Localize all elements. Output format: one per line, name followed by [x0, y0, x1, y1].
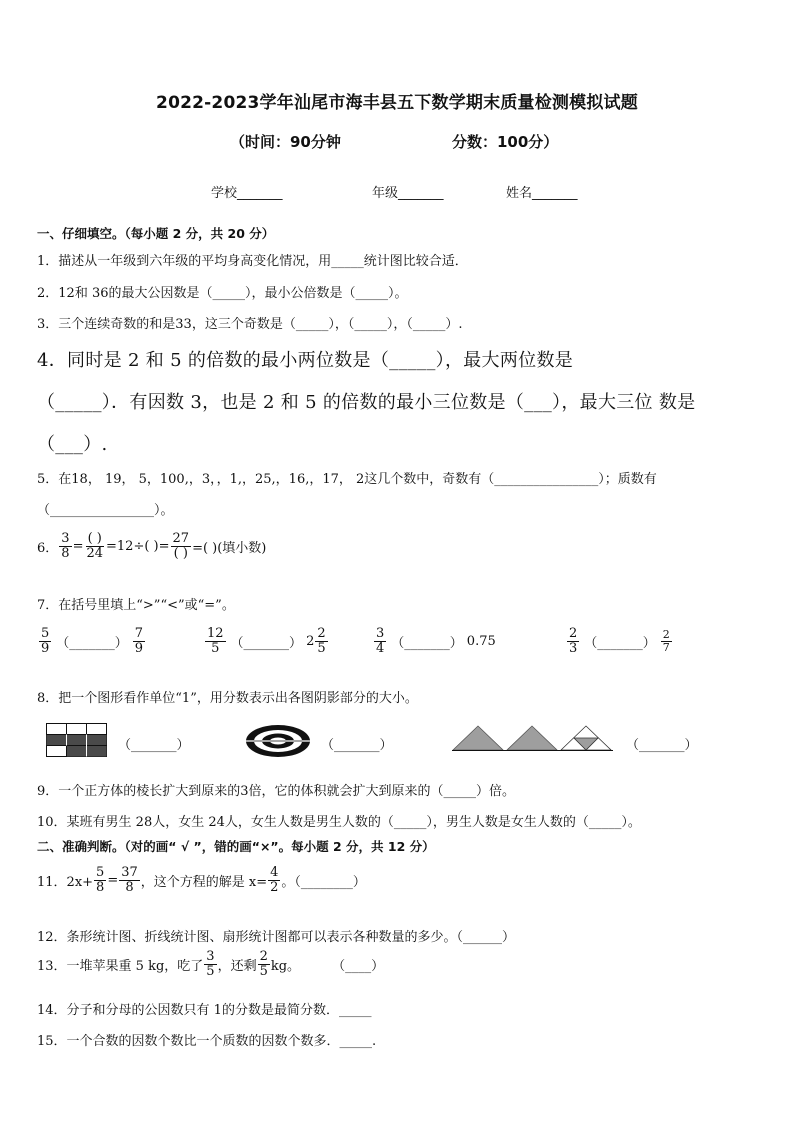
section-heading-true-false: 二、准确判断。（对的画“ √ ”，错的画“×”。每小题 2 分，共 12 分）: [37, 839, 435, 854]
q6-fraction-3: $\frac{27}{( )}$: [172, 531, 190, 561]
question-3: 3．三个连续奇数的和是33，这三个奇数是（_____），（_____），（_____）.: [37, 317, 463, 332]
q7-d-blank[interactable]: （_______）: [584, 635, 656, 651]
q6-prefix: 6．: [37, 540, 59, 556]
question-14: 14．分子和分母的公因数只有 1的分数是最简分数．_____: [37, 1003, 372, 1018]
question-11: 11．2x+ $\frac{5}{8}$ = $\frac{37}{8}$ ，这个方程的解是 x= $\frac{4}{2}$ 。（________）: [37, 865, 366, 895]
question-1: 1．描述从一年级到六年级的平均身高变化情况，用_____统计图比较合适．: [37, 254, 468, 269]
q6-fraction-2: $\frac{( )}{24}$: [86, 531, 104, 561]
q7-compare-d: $\frac{2}{3}$ （_______） $\frac{2}{7}$: [569, 626, 670, 656]
grid-figure: [46, 723, 107, 757]
question-10: 10．某班有男生 28人，女生 24人，女生人数是男生人数的（_____），男生人数是女生人数的（_____）。: [37, 815, 641, 830]
question-8: 8．把一个图形看作单位“1”，用分数表示出各图阴影部分的大小。: [37, 691, 418, 706]
q6-division: =12÷( )=: [106, 538, 170, 554]
question-2: 2．12和 36的最大公因数是（_____），最小公倍数是（_____）。: [37, 286, 408, 301]
question-4-line-3: （___）.: [37, 434, 108, 455]
q7-compare-a: $\frac{5}{9}$ （_______） $\frac{7}{9}$: [41, 626, 144, 656]
section-heading-fill-blank: 一、仔细填空。（每小题 2 分，共 20 分）: [37, 226, 275, 241]
triangles-figure: [452, 724, 613, 752]
question-5-line-1: 5．在18， 19， 5，100,，3，，1,，25,，16,，17， 2这几个数中，奇数有（________________）；质数有: [37, 472, 657, 487]
q6-fraction-1: $\frac{3}{8}$: [61, 531, 70, 561]
q6-tail: =( )(填小数): [192, 540, 267, 556]
question-15: 15．一个合数的因数个数比一个质数的因数个数多．_____.: [37, 1034, 377, 1049]
question-12: 12．条形统计图、折线统计图、扇形统计图都可以表示各种数量的多少。（______）: [37, 930, 516, 945]
concentric-ellipse-figure: [245, 724, 311, 758]
q6-equals: =: [72, 538, 84, 554]
question-4-line-2: （_____）．有因数 3，也是 2 和 5 的倍数的最小三位数是（___），最大三位 数是: [37, 392, 696, 413]
q7-c-blank[interactable]: （_______）: [391, 635, 463, 651]
q7-compare-b: $\frac{12}{5}$ （_______） 2 $\frac{2}{5}$: [207, 626, 326, 656]
q13-answer-blank[interactable]: （____）: [332, 958, 385, 974]
question-5-line-2: （________________）。: [37, 503, 174, 518]
time-info: （时间：90分钟: [230, 133, 341, 151]
q8-blank-1[interactable]: （_______）: [118, 738, 190, 753]
q7-b-blank[interactable]: （_______）: [230, 635, 303, 651]
grade-field[interactable]: 年级_______: [372, 186, 444, 201]
question-7: 7．在括号里填上“>”“<”或“=”。: [37, 598, 235, 613]
score-info: 分数：100分）: [452, 133, 559, 151]
question-4-line-1: 4．同时是 2 和 5 的倍数的最小两位数是（_____），最大两位数是: [37, 350, 574, 371]
question-9: 9．一个正方体的棱长扩大到原来的3倍，它的体积就会扩大到原来的（_____）倍。: [37, 784, 516, 799]
q7-compare-c: $\frac{3}{4}$ （_______） 0.75: [376, 626, 496, 656]
school-field[interactable]: 学校_______: [211, 186, 283, 201]
q8-blank-2[interactable]: （_______）: [321, 738, 393, 753]
q11-answer-blank[interactable]: 。（________）: [281, 874, 366, 890]
question-13: 13．一堆苹果重 5 kg，吃了 $\frac{3}{5}$ ，还剩 $\frac{2}{5}$ kg。 （____）: [37, 949, 385, 979]
q8-blank-3[interactable]: （_______）: [626, 738, 698, 753]
page-title: 2022-2023学年汕尾市海丰县五下数学期末质量检测模拟试题: [156, 93, 638, 113]
q7-a-blank[interactable]: （_______）: [56, 635, 128, 651]
name-field[interactable]: 姓名_______: [506, 186, 578, 201]
question-6: [37, 532, 266, 560]
